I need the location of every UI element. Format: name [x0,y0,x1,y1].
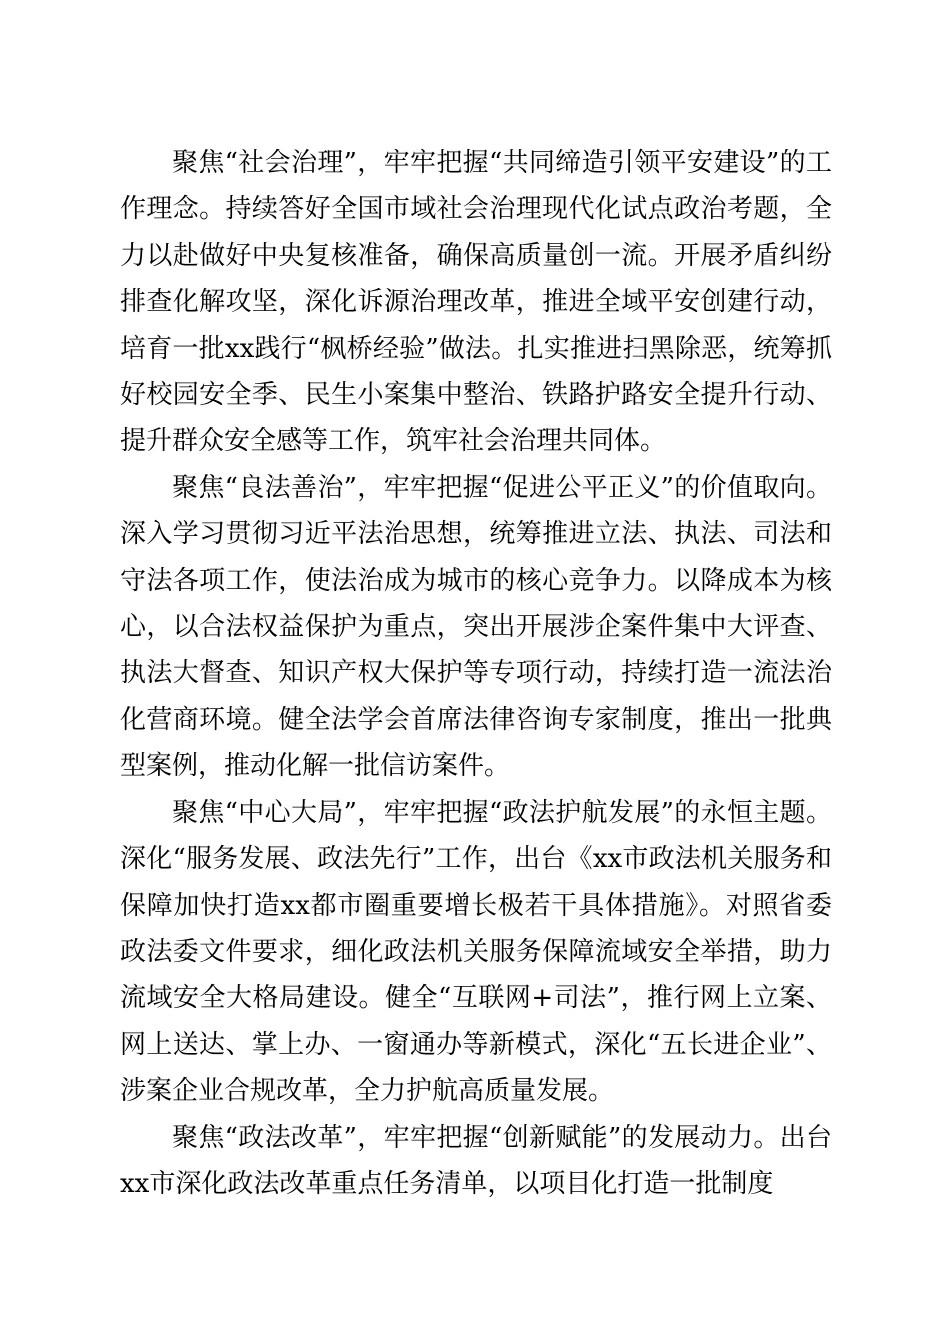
paragraph-political-legal-reform: 聚焦“政法改革”，牢牢把握“创新赋能”的发展动力。出台xx市深化政法改革重点任务清单，以项目化打造一批制度 [120,1122,832,1199]
document-body [120,140,832,1207]
paragraph-social-governance: 聚焦“社会治理”，牢牢把握“共同缔造引领平安建设”的工作理念。持续答好全国市域社会治理现代化试点政治考题，全力以赴做好中央复核准备，确保高质量创一流。开展矛盾纠纷排查化解攻坚，深化诉源治理改革，推进全域平安创建行动，培育一批xx践行“枫桥经验”做法。扎实推进扫黑除恶，统筹抓好校园安全季、民生小案集中整治、铁路护路安全提升行动、提升群众安全感等工作，筑牢社会治理共同体。 [120,148,832,457]
paragraph-central-overall: 聚焦“中心大局”，牢牢把握“政法护航发展”的永恒主题。深化“服务发展、政法先行”工作，出台《xx市政法机关服务和保障加快打造xx都市圈重要增长极若干具体措施》。对照省委政法委文件要求，细化政法机关服务保障流域安全举措，助力流域安全大格局建设。健全“互联网+司法”，推行网上立案、网上送达、掌上办、一窗通办等新模式，深化“五长进企业”、涉案企业合规改革，全力护航高质量发展。 [120,797,832,1107]
paragraph-rule-of-law: 聚焦“良法善治”，牢牢把握“促进公平正义”的价值取向。深入学习贯彻习近平法治思想，统筹推进立法、执法、司法和守法各项工作，使法治成为城市的核心竞争力。以降成本为核心，以合法权益保护为重点，突出开展涉企案件集中大评查、执法大督查、知识产权大保护等专项行动，持续打造一流法治化营商环境。健全法学会首席法律咨询专家制度，推出一批典型案例，推动化解一批信访案件。 [120,472,832,782]
